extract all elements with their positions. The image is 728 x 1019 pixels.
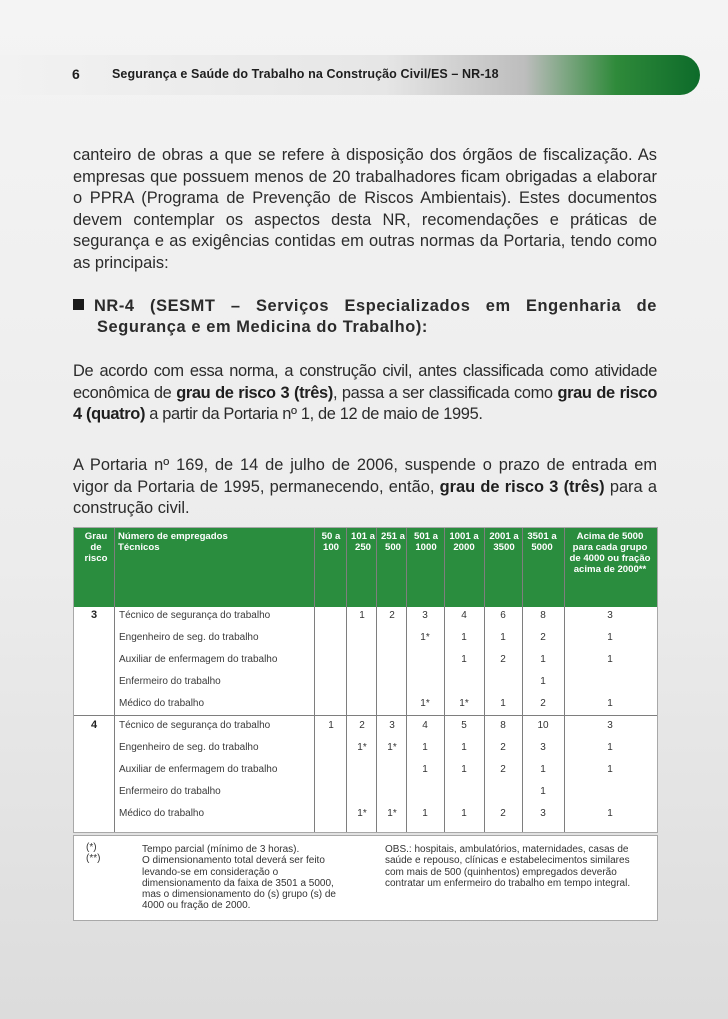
col-header-range: 101 a 250 [350, 531, 375, 553]
table-value-cell: 10 [537, 720, 549, 731]
table-value-cell: 1 [607, 808, 613, 819]
col-header-numero: Número de empregados [118, 531, 228, 542]
table-column-divider [406, 528, 407, 832]
note-mark: (**) [86, 853, 101, 865]
nr4-part: de [636, 297, 657, 315]
table-value-cell: 1 [461, 654, 467, 665]
col-header-range: 501 a 1000 [413, 531, 438, 553]
bold-grau-3: grau de risco 3 (três) [439, 477, 605, 496]
table-value-cell: 1* [420, 698, 430, 709]
col-header-range: 1001 a 2000 [449, 531, 479, 553]
table-function-cell: Técnico de segurança do trabalho [119, 610, 271, 621]
table-value-cell: 2 [540, 632, 546, 643]
nr4-part: – [230, 297, 241, 315]
table-value-cell: 5 [461, 720, 467, 731]
table-function-cell: Enfermeiro do trabalho [119, 786, 221, 797]
table-column-divider [114, 528, 115, 832]
table-value-cell: 1 [328, 720, 334, 731]
notes-left [142, 844, 342, 912]
table-value-cell: 1 [607, 698, 613, 709]
note-obs: OBS.: hospitais, ambulatórios, maternidades, casas de saúde e repouso, clínicas e estabelecimentos similares com mais de 500 (quinhentos) empregados deverão contratar um enfermeiro do trabalho em tempo integral. [385, 844, 631, 889]
table-value-cell: 8 [500, 720, 506, 731]
table-value-cell: 2 [359, 720, 365, 731]
nr4-heading-line1 [73, 296, 657, 317]
table-value-cell: 1* [357, 742, 367, 753]
table-value-cell: 2 [389, 610, 395, 621]
table-value-cell: 1 [540, 764, 546, 775]
col-header-range: 50 a 100 [321, 531, 341, 553]
table-value-cell: 4 [422, 720, 428, 731]
risk-grade-cell: 4 [91, 719, 98, 731]
note-mark: (*) [86, 842, 97, 853]
table-column-divider [564, 528, 565, 832]
table-value-cell: 1 [607, 654, 613, 665]
table-value-cell: 4 [461, 610, 467, 621]
table-value-cell: 3 [540, 742, 546, 753]
col-header-range: 251 a 500 [380, 531, 405, 553]
table-value-cell: 1 [422, 742, 428, 753]
table-group-divider [74, 715, 657, 716]
nr4-heading [73, 296, 657, 338]
page-number: 6 [72, 66, 80, 82]
note-dimensioning: O dimensionamento total deverá ser feito levando-se em consideração o dimensionamento da faixa de 3501 a 5000, mas o dimensionamento do (s) grupo (s) de 4000 ou fração de 2000. [142, 855, 336, 912]
square-bullet-icon [73, 299, 84, 310]
table-value-cell: 1 [461, 808, 467, 819]
nr4-part: Especializados [344, 297, 471, 315]
table-value-cell: 3 [607, 720, 613, 731]
col-header-range: 3501 a 5000 [527, 531, 557, 553]
table-value-cell: 1 [500, 698, 506, 709]
table-value-cell: 1 [607, 742, 613, 753]
table-function-cell: Técnico de segurança do trabalho [119, 720, 271, 731]
table-value-cell: 2 [500, 808, 506, 819]
nr4-part: em [485, 297, 511, 315]
table-value-cell: 2 [500, 742, 506, 753]
table-value-cell: 3 [389, 720, 395, 731]
table-function-cell: Médico do trabalho [119, 698, 205, 709]
table-value-cell: 1 [422, 764, 428, 775]
nr4-heading-line2: Segurança e em Medicina do Trabalho): [97, 318, 428, 336]
col-header-grau: Grau de risco [84, 531, 108, 564]
col-header-tecnicos: Técnicos [118, 542, 160, 553]
sesmt-table [73, 527, 658, 833]
table-value-cell: 1 [607, 632, 613, 643]
table-function-cell: Enfermeiro do trabalho [119, 676, 221, 687]
table-column-divider [484, 528, 485, 832]
table-value-cell: 1 [461, 632, 467, 643]
paragraph-portaria-169: A Portaria nº 169, de 14 de julho de 2006, suspende o prazo de entrada em vigor da Portaria de 1995, permanecendo, então, grau de risco 3 (três) para a construção civil. [73, 456, 658, 517]
nr4-part: Serviços [255, 297, 330, 315]
table-value-cell: 1* [459, 698, 469, 709]
paragraph-risk-grade: De acordo com essa norma, a construção civil, antes classificada como atividade econômica de grau de risco 3 (três), passa a ser classificada como grau de risco 4 (quatro) a partir da Portaria nº 1, de 12 de maio de 1995. [73, 362, 657, 423]
risk-grade-cell: 3 [91, 609, 98, 621]
table-value-cell: 1 [359, 610, 365, 621]
table-value-cell: 1* [357, 808, 367, 819]
col-header-range: 2001 a 3500 [489, 531, 519, 553]
table-function-cell: Médico do trabalho [119, 808, 205, 819]
table-value-cell: 1 [461, 742, 467, 753]
table-value-cell: 1 [540, 676, 546, 687]
table-notes [73, 835, 658, 921]
table-value-cell: 6 [500, 610, 506, 621]
table-header [74, 528, 657, 607]
table-value-cell: 1 [540, 654, 546, 665]
table-value-cell: 1 [461, 764, 467, 775]
table-column-divider [376, 528, 377, 832]
table-value-cell: 1 [422, 808, 428, 819]
table-value-cell: 1 [607, 764, 613, 775]
table-value-cell: 1 [540, 786, 546, 797]
page-header [0, 55, 700, 95]
table-function-cell: Engenheiro de seg. do trabalho [119, 742, 259, 753]
table-column-divider [444, 528, 445, 832]
col-header-acima: Acima de 5000 para cada grupo de 4000 ou fração acima de 2000** [569, 531, 651, 575]
nr4-part: Engenharia [526, 297, 622, 315]
bold-grau-4: grau de risco 4 (quatro) [73, 383, 657, 423]
table-column-divider [346, 528, 347, 832]
table-value-cell: 3 [422, 610, 428, 621]
nr4-part: NR-4 [73, 296, 135, 317]
paragraph-intro: canteiro de obras a que se refere à disposição dos órgãos de fiscalização. As empresas que possuem menos de 20 trabalhadores ficam obrigadas a elaborar o PPRA (Programa de Prevenção de Riscos Ambientais). Estes documentos devem contemplar os aspectos desta NR, recomendações e práticas de segurança e as exigências contidas em outras normas da Portaria, tendo como as principais: [73, 146, 657, 272]
table-value-cell: 1* [387, 742, 397, 753]
header-title: Segurança e Saúde do Trabalho na Construção Civil/ES – NR-18 [112, 67, 499, 81]
table-value-cell: 1 [500, 632, 506, 643]
table-value-cell: 3 [607, 610, 613, 621]
note-partial-time: Tempo parcial (mínimo de 3 horas). [142, 844, 300, 855]
table-value-cell: 3 [540, 808, 546, 819]
bold-grau-3: grau de risco 3 (três) [176, 383, 333, 402]
table-value-cell: 2 [500, 764, 506, 775]
table-value-cell: 1* [387, 808, 397, 819]
table-value-cell: 1* [420, 632, 430, 643]
table-function-cell: Auxiliar de enfermagem do trabalho [119, 764, 278, 775]
table-value-cell: 8 [540, 610, 546, 621]
table-column-divider [314, 528, 315, 832]
note-marks [86, 842, 100, 865]
table-column-divider [522, 528, 523, 832]
nr4-part: (SESMT [150, 297, 216, 315]
table-function-cell: Engenheiro de seg. do trabalho [119, 632, 259, 643]
table-value-cell: 2 [500, 654, 506, 665]
table-function-cell: Auxiliar de enfermagem do trabalho [119, 654, 278, 665]
table-value-cell: 2 [540, 698, 546, 709]
